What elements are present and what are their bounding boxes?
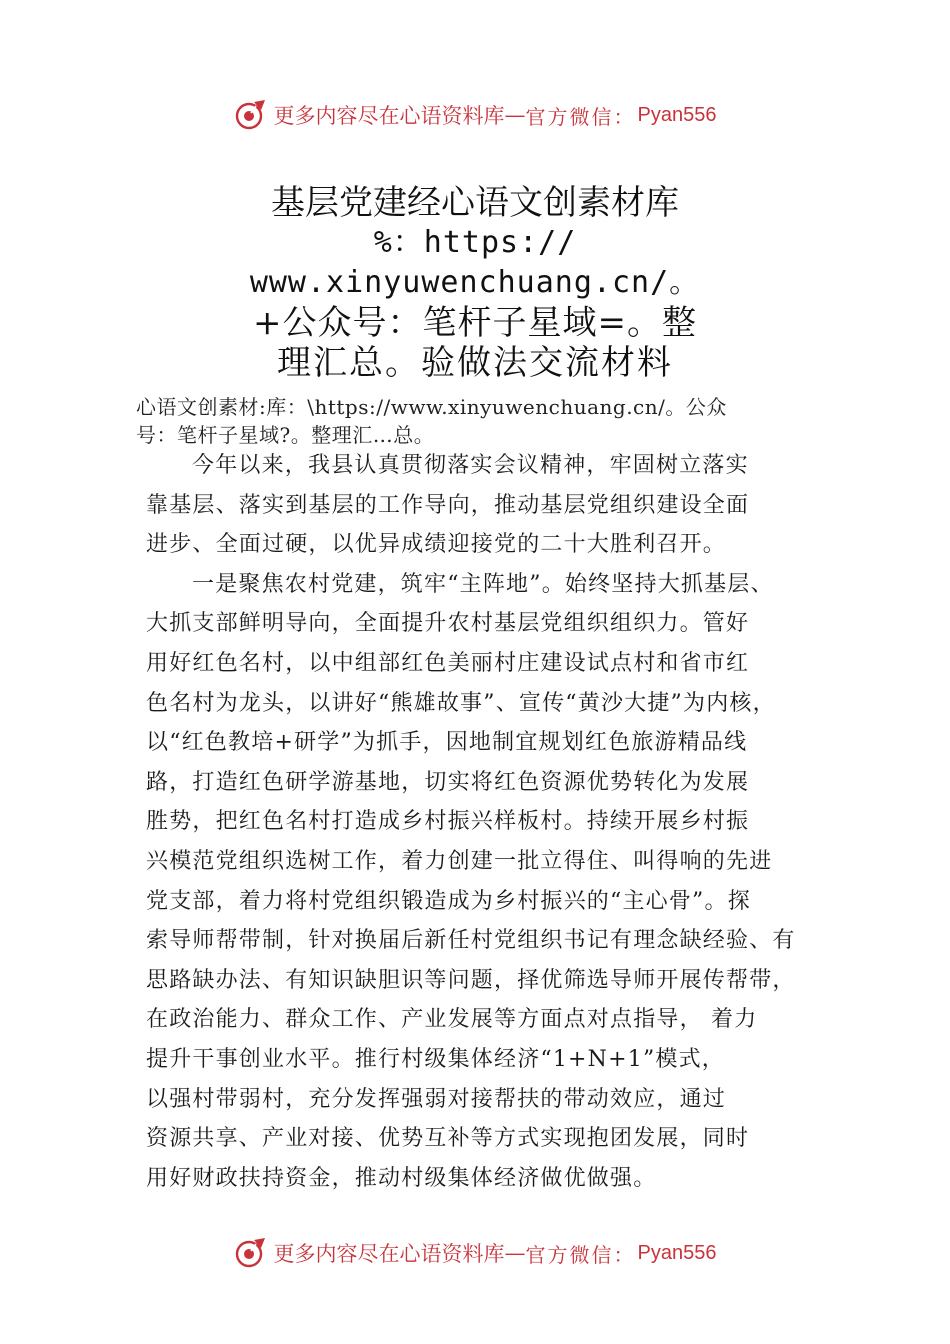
paragraph-line: 用好财政扶持资金，推动村级集体经济做优做强。	[146, 1165, 657, 1191]
paragraph-line: 党支部，着力将村党组织锻造成为乡村振兴的“主心骨”。探	[146, 888, 751, 914]
paragraph-line: 一是聚焦农村党建，筑牢“主阵地”。始终坚持大抓基层、	[192, 571, 774, 597]
banner-main-text: 更多内容尽在心语资料库	[273, 1242, 505, 1266]
paragraph-line: 在政治能力、群众工作、产业发展等方面点对点指导， 着力	[146, 1007, 758, 1033]
paragraph-line: 思路缺办法、有知识缺胆识等问题，择优筛选导师开展传帮带，	[146, 967, 796, 993]
banner-wechat-id: Pyan556	[637, 1241, 717, 1264]
paragraph-line: 靠基层、落实到基层的工作导向，推动基层党组织建设全面	[146, 492, 750, 518]
paragraph-line: 大抓支部鲜明导向，全面提升农村基层党组织组织力。管好	[146, 611, 750, 637]
banner-separator: —	[504, 1241, 526, 1265]
paragraph-line: 色名村为龙头，以讲好“熊雄故事”、宣传“黄沙大捷”为内核，	[146, 690, 776, 716]
paragraph-line: 进步、全面过硬，以优异成绩迎接党的二十大胜利召开。	[146, 532, 727, 558]
paragraph-line: 今年以来，我县认真贯彻落实会议精神，牢固树立落实	[192, 453, 749, 478]
banner-wechat-label: 官方微信：	[525, 104, 636, 129]
paragraph-line: 路，打造红色研学游基地，切实将红色资源优势转化为发展	[146, 769, 750, 795]
pen-nib-logo-icon	[234, 1236, 268, 1270]
paragraph-line: 索导师帮带制，针对换届后新任村党组织书记有理念缺经验、有	[146, 928, 796, 954]
paragraph-line: 资源共享、产业对接、优势互补等方式实现抱团发展，同时	[146, 1126, 750, 1152]
paragraph-1	[146, 446, 826, 565]
source-note-line-2: 号：笔杆子星域?。整理汇…总。	[136, 423, 435, 447]
paragraph-line: 用好红色名村，以中组部红色美丽村庄建设试点村和省市红	[146, 650, 750, 676]
title-line-5: 理汇总。验做法交流材料	[277, 343, 673, 383]
banner-wechat-id: Pyan556	[637, 103, 717, 126]
title-line-2: %：https://	[373, 225, 577, 260]
paragraph-line: 胜势，把红色名村打造成乡村振兴样板村。持续开展乡村振	[146, 809, 750, 835]
title-line-3: www.xinyuwenchuang.cn/。	[249, 265, 701, 300]
paragraph-line: 以强村带弱村，充分发挥强弱对接帮扶的带动效应，通过	[146, 1086, 727, 1112]
source-note	[136, 393, 836, 449]
banner-wechat-label: 官方微信：	[525, 1242, 636, 1267]
title-line-4: +公众号：笔杆子星域=。整	[253, 303, 697, 343]
paragraph-line: 提升干事创业水平。推行村级集体经济“1+N+1”模式，	[146, 1046, 726, 1072]
banner-main-text: 更多内容尽在心语资料库	[273, 104, 505, 128]
banner-separator: —	[504, 103, 526, 127]
title-line-1: 基层党建经心语文创素材库	[271, 183, 679, 223]
paragraph-2	[146, 565, 826, 1199]
paragraph-line: 兴模范党组织选树工作，着力创建一批立得住、叫得响的先进	[146, 848, 773, 874]
paragraph-line: 以“红色教培+研学”为抓手，因地制宜规划红色旅游精品线	[146, 730, 748, 756]
document-title	[0, 183, 950, 383]
pen-nib-logo-icon	[234, 98, 268, 132]
source-note-line-1: 心语文创素材:库：\https://www.xinyuwenchuang.cn/。公众	[136, 395, 727, 419]
body-text	[146, 446, 826, 1198]
footer-banner	[0, 1233, 950, 1273]
header-banner	[0, 95, 950, 135]
